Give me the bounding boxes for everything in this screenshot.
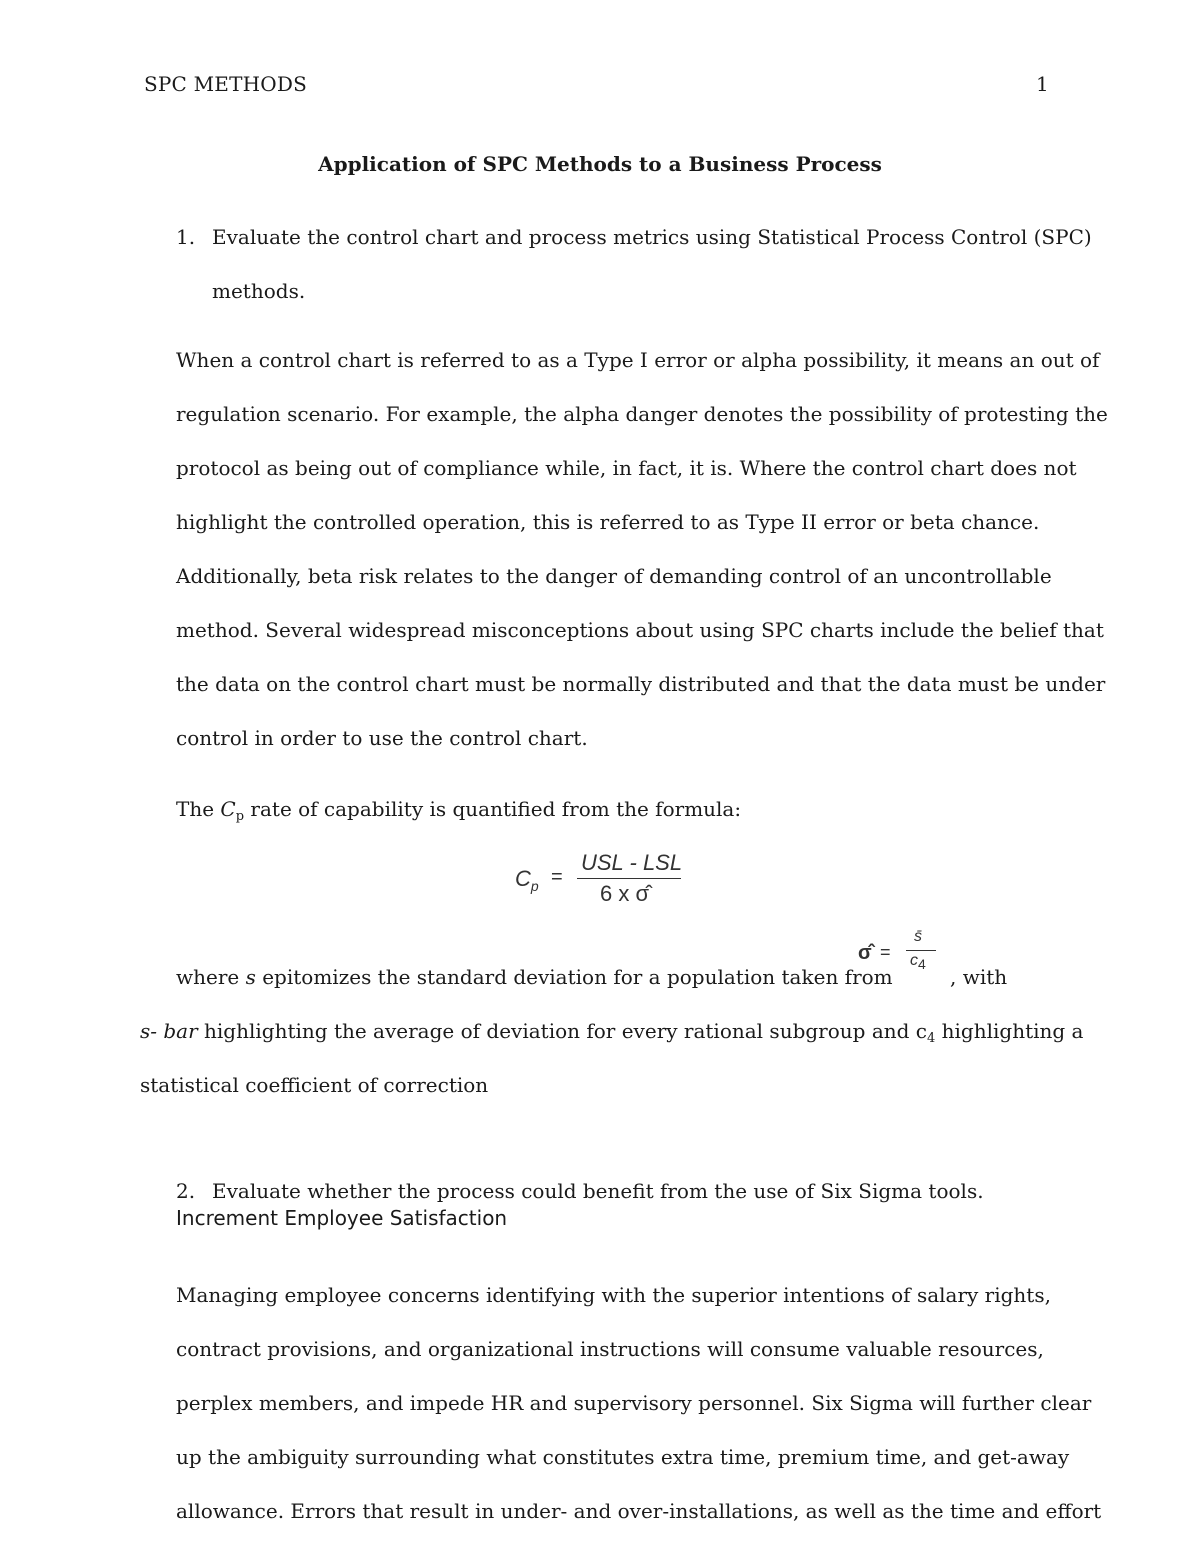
cp-formula <box>515 848 685 908</box>
para2-line2-end: highlighting a <box>935 1019 1084 1043</box>
paragraph-line <box>176 950 1046 1004</box>
paragraph-line <box>140 1004 1084 1058</box>
para2-line2-text: highlighting the average of deviation for every rational subgroup and c <box>197 1019 927 1043</box>
sigma-denominator-subscript: 4 <box>918 956 926 972</box>
paragraph-line: Managing employee concerns identifying with the superior intentions of salary rights, <box>176 1283 1051 1307</box>
paragraph-line: contract provisions, and organizational instructions will consume valuable resources, <box>176 1337 1044 1361</box>
formula-lhs <box>515 866 539 892</box>
paragraph-line: method. Several widespread misconceptions about using SPC charts include the belief that <box>176 618 1104 642</box>
formula-lhs-subscript: p <box>530 878 539 894</box>
cp-intro-before: The <box>176 797 221 821</box>
running-head: SPC METHODS <box>144 72 308 96</box>
list-item-line: Evaluate whether the process could benefit from the use of Six Sigma tools. <box>212 1179 984 1203</box>
para2-before: where <box>176 965 246 989</box>
cp-symbol: C <box>220 797 236 821</box>
list-item-line: Evaluate the control chart and process metrics using Statistical Process Control (SPC) <box>212 225 1092 249</box>
para2-end: , with <box>950 965 1008 989</box>
paragraph-line: When a control chart is referred to as a Type I error or alpha possibility, it means an out of <box>176 348 1100 372</box>
cp-intro-after: rate of capability is quantified from the formula: <box>244 797 742 821</box>
sigma-equals: = <box>880 942 891 962</box>
paragraph-line: protocol as being out of compliance while, in fact, it is. Where the control chart does not <box>176 456 1077 480</box>
paragraph-line: up the ambiguity surrounding what constitutes extra time, premium time, and get-away <box>176 1445 1070 1469</box>
cp-subscript: p <box>235 809 245 824</box>
paragraph-line: statistical coefficient of correction <box>140 1073 489 1097</box>
formula-equals: = <box>551 866 563 888</box>
paragraph-line: perplex members, and impede HR and supervisory personnel. Six Sigma will further clear <box>176 1391 1092 1415</box>
paragraph-line: regulation scenario. For example, the alpha danger denotes the possibility of protesting the <box>176 402 1108 426</box>
paragraph-line: allowance. Errors that result in under- and over-installations, as well as the time and effort <box>176 1499 1102 1523</box>
cp-intro-line <box>176 782 1046 836</box>
para2-s-symbol: s <box>245 965 256 989</box>
list-number: 2. <box>176 1179 196 1203</box>
paragraph-line: highlight the controlled operation, this is referred to as Type II error or beta chance. <box>176 510 1040 534</box>
para2-c4-subscript: 4 <box>927 1031 936 1046</box>
list-number: 1. <box>176 225 196 249</box>
cp-intro <box>176 782 1046 836</box>
sigma-lhs: σ̂ <box>858 942 872 964</box>
formula-denominator: 6 x σ̂ <box>600 881 650 906</box>
page-number: 1 <box>1036 72 1049 96</box>
sigma-numerator: s̄ <box>914 928 922 945</box>
sigma-denominator-symbol: c <box>910 952 918 969</box>
paragraph-employee-satisfaction <box>176 1268 1102 1538</box>
formula-fraction-bar <box>577 878 681 879</box>
para2-sbar: s- bar <box>140 1019 198 1043</box>
paragraph-sigma-line1-end <box>950 950 1030 1004</box>
para2-after: epitomizes the standard deviation for a population taken from <box>255 965 893 989</box>
paragraph-line: Additionally, beta risk relates to the danger of demanding control of an uncontrollable <box>176 564 1052 588</box>
paragraph-type-errors <box>176 333 1108 765</box>
paragraph-sigma-line1 <box>176 950 1046 1004</box>
section-heading: Increment Employee Satisfaction <box>176 1206 508 1230</box>
paragraph-sigma-rest <box>140 1004 1084 1112</box>
paragraph-line: the data on the control chart must be normally distributed and that the data must be under <box>176 672 1106 696</box>
paragraph-line: control in order to use the control chart. <box>176 726 588 750</box>
formula-numerator: USL - LSL <box>581 850 683 875</box>
list-item-text <box>212 210 1092 318</box>
document-title: Application of SPC Methods to a Business Process <box>318 152 882 176</box>
formula-lhs-symbol: C <box>515 866 531 891</box>
list-item-line: methods. <box>212 279 306 303</box>
